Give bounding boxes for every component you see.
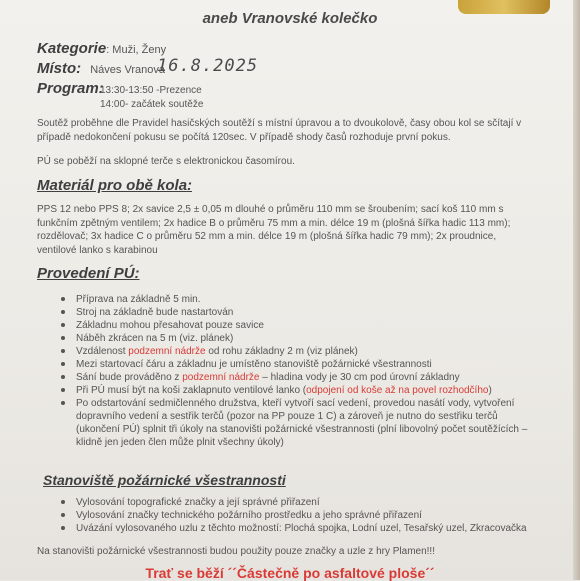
kategorie-label: Kategorie — [37, 40, 107, 57]
misto-value: Náves Vranová — [90, 64, 166, 76]
stanoviste-item: Uvázání vylosovaného uzlu z těchto možností: Plochá spojka, Lodní uzel, Tesařský uzel, Zkracovačka — [37, 522, 537, 535]
pu-paragraph: PÚ se poběží na sklopné terče s elektronickou časomírou. — [37, 156, 295, 167]
item-text: od rohu základny 2 m (viz plánek) — [205, 346, 358, 357]
item-text: ) — [488, 385, 492, 396]
program-row — [37, 80, 104, 97]
program-label: Program: — [37, 80, 104, 97]
item-text: Mezi startovací čáru a základnu je umístěno stanoviště požárnické všestrannosti — [76, 359, 432, 370]
program-line-1: 13:30-13:50 -Prezence — [100, 85, 202, 96]
stanoviste-list — [37, 496, 537, 535]
provedeni-item — [37, 293, 537, 306]
material-heading: Materiál pro obě kola: — [37, 177, 193, 194]
provedeni-item — [37, 358, 537, 371]
material-text: PPS 12 nebo PPS 8; 2x savice 2,5 ± 0,05 m dlouhé o průměru 110 mm se šroubením; sací koš 110 mm s funkčním zpětným ventilem; 2x hadice B o průměru 75 mm a min. délce 19 m (plošná šířka hadic 113 mm); rozdělovač; 3x hadice C o průměru 52 mm a min. délce 19 m (plošná šířka hadic 79 mm); 2x proudnice, ventilové lanko s karabinou — [37, 204, 511, 256]
item-text: Náběh zkrácen na 5 m (viz. plánek) — [76, 333, 234, 344]
provedeni-item — [37, 371, 537, 384]
item-text: Základnu mohou přesahovat pouze savice — [76, 320, 264, 331]
misto-label: Místo: — [37, 60, 82, 77]
provedeni-item — [37, 332, 537, 345]
footer-notice: Trať se běží ´´Částečně po asfaltové ploše´´ — [145, 565, 435, 581]
provedeni-item — [37, 384, 537, 397]
stanoviste-item: Vylosování značky technického požárního prostředku a jeho správné přiřazení — [37, 509, 537, 522]
misto-row — [37, 60, 165, 77]
item-text: Stroj na základně bude nastartován — [76, 307, 234, 318]
provedeni-item — [37, 306, 537, 319]
stanoviste-item: Vylosování topografické značky a její správné přiřazení — [37, 496, 537, 509]
provedeni-item — [37, 319, 537, 332]
provedeni-item — [37, 397, 537, 449]
item-text: Sání bude prováděno z — [76, 372, 183, 383]
highlight-text: podzemní nádrže — [128, 346, 206, 357]
program-line-2: 14:00- začátek soutěže — [100, 99, 204, 110]
item-text: Při PÚ musí být na koši zaklapnuto ventilové lanko ( — [76, 385, 307, 396]
page-edge — [573, 0, 580, 580]
handwritten-date: 16.8.2025 — [157, 56, 259, 76]
kategorie-value: : Muži, Ženy — [106, 44, 167, 56]
item-text: Vzdálenost — [76, 346, 129, 357]
highlight-text: podzemní nádrže — [182, 372, 260, 383]
document-subtitle: aneb Vranovské kolečko — [202, 10, 378, 27]
stanoviste-heading: Stanoviště požárnické všestrannosti — [43, 472, 286, 488]
item-text: Příprava na základně 5 min. — [76, 294, 201, 305]
stanoviste-note: Na stanovišti požárnické všestrannosti budou použity pouze značky a uzle z hry Plamen!!! — [37, 546, 435, 557]
provedeni-item — [37, 345, 537, 358]
provedeni-list — [37, 293, 537, 449]
intro-paragraph: Soutěž proběhne dle Pravidel hasičských soutěží s místní úpravou a to dvoukolově, časy obou kol se sčítají v případě nedokončení pokusu se počítá 120sec. V případě shody časů rozhoduje první pokus. — [37, 118, 522, 143]
highlight-text: odpojení od koše až na povel rozhodčího — [306, 385, 489, 396]
provedeni-heading: Provedení PÚ: — [37, 265, 140, 282]
item-text: Po odstartování sedmičlenného družstva, kteří vytvoří sací vedení, provedou nasátí vody, vytvoření dopravního vedení a sestřik terčů (pozor na PP pouze 1 C) a zároveň je nutno do sestřiku terčů (ukončení PÚ) splnit tři úkoly na stanovišti požárnické všestrannosti (plní libovolný počet soutěžících – klidně jen jeden člen může plnit všechny úkoly) — [76, 398, 528, 448]
item-text: – hladina vody je 30 cm pod úrovní základny — [259, 372, 460, 383]
kategorie-row — [37, 40, 166, 57]
